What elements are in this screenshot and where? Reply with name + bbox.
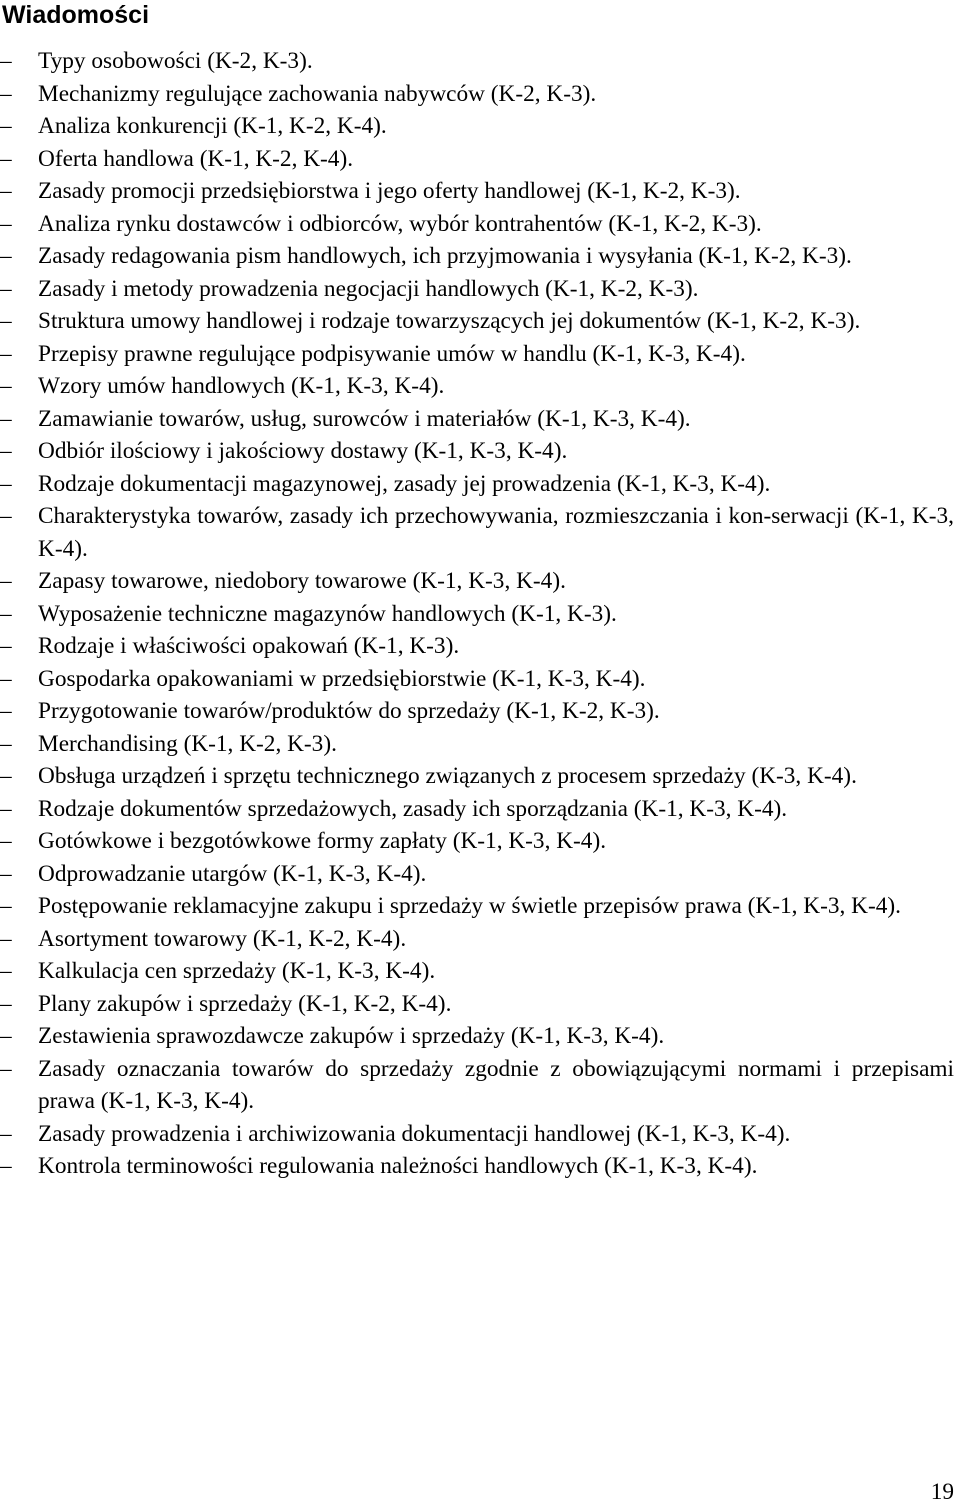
list-item-text: Przygotowanie towarów/produktów do sprzedaży (K-1, K-2, K-3). (38, 698, 660, 724)
list-dash: – (0, 1023, 12, 1049)
list-item (0, 923, 954, 956)
list-item-text: Merchandising (K-1, K-2, K-3). (38, 730, 337, 757)
list-dash: – (0, 568, 12, 594)
list-dash: – (0, 48, 12, 74)
list-item-text: Kontrola terminowości regulowania należności handlowych (K-1, K-3, K-4). (38, 1153, 758, 1179)
list-item-text: Zapasy towarowe, niedobory towarowe (K-1, K-3, K-4). (38, 568, 566, 594)
list-item-text: Gospodarka opakowaniami w przedsiębiorstwie (K-1, K-3, K-4). (38, 665, 646, 692)
list-item (0, 728, 954, 761)
list-item (0, 598, 954, 631)
list-item (0, 793, 954, 826)
list-dash: – (0, 470, 12, 497)
list-dash: – (0, 795, 12, 822)
list-dash: – (0, 730, 12, 757)
list-item (0, 630, 954, 663)
list-item-text: Typy osobowości (K-2, K-3). (38, 48, 313, 74)
list-item (0, 858, 954, 891)
list-item-text: Analiza rynku dostawców i odbiorców, wybór kontrahentów (K-1, K-2, K-3). (38, 210, 762, 237)
list-item-text: Plany zakupów i sprzedaży (K-1, K-2, K-4). (38, 990, 452, 1017)
list-dash: – (0, 308, 12, 334)
list-dash: – (0, 145, 12, 172)
list-item-text: Rodzaje dokumentów sprzedażowych, zasady ich sporządzania (K-1, K-3, K-4). (38, 795, 788, 822)
list-dash: – (0, 373, 12, 399)
list-dash: – (0, 763, 12, 789)
list-item (0, 500, 954, 565)
list-dash: – (0, 275, 12, 302)
list-item-text: Charakterystyka towarów, zasady ich przechowywania, rozmieszczania i kon-serwacji (K-1, K-3, K-4). (38, 503, 954, 562)
list-item (0, 695, 954, 728)
list-item (0, 663, 954, 696)
section-heading: Wiadomości (2, 1, 150, 29)
list-item-text: Zasady i metody prowadzenia negocjacji handlowych (K-1, K-2, K-3). (38, 275, 699, 302)
list-item (0, 273, 954, 306)
list-item-text: Struktura umowy handlowej i rodzaje towarzyszących jej dokumentów (K-1, K-2, K-3). (38, 308, 861, 334)
list-dash: – (0, 210, 12, 237)
list-item (0, 143, 954, 176)
list-item-text: Wyposażenie techniczne magazynów handlowych (K-1, K-3). (38, 600, 617, 627)
list-item (0, 468, 954, 501)
list-item (0, 370, 954, 403)
list-item (0, 760, 954, 793)
list-dash: – (0, 893, 12, 919)
list-item-text: Asortyment towarowy (K-1, K-2, K-4). (38, 925, 407, 952)
list-item (0, 175, 954, 208)
list-dash: – (0, 178, 12, 204)
list-item (0, 338, 954, 371)
list-dash: – (0, 1120, 12, 1147)
list-dash: – (0, 860, 12, 887)
list-item (0, 240, 954, 273)
list-item (0, 208, 954, 241)
list-item (0, 1118, 954, 1151)
list-item (0, 45, 954, 78)
list-item (0, 435, 954, 468)
list-dash: – (0, 438, 12, 464)
list-dash: – (0, 925, 12, 952)
list-item-text: Rodzaje dokumentacji magazynowej, zasady jej prowadzenia (K-1, K-3, K-4). (38, 470, 771, 497)
list-item (0, 565, 954, 598)
list-dash: – (0, 1055, 12, 1082)
list-item-text: Analiza konkurencji (K-1, K-2, K-4). (38, 113, 387, 139)
list-dash: – (0, 340, 12, 367)
list-item (0, 1053, 954, 1118)
list-dash: – (0, 80, 12, 107)
list-item-text: Zasady prowadzenia i archiwizowania dokumentacji handlowej (K-1, K-3, K-4). (38, 1120, 791, 1147)
list-dash: – (0, 990, 12, 1017)
list-item (0, 1020, 954, 1053)
list-item (0, 1150, 954, 1183)
list-item-text: Odbiór ilościowy i jakościowy dostawy (K-1, K-3, K-4). (38, 438, 568, 464)
list-dash: – (0, 698, 12, 724)
list-item-text: Kalkulacja cen sprzedaży (K-1, K-3, K-4). (38, 958, 436, 984)
list-item-text: Obsługa urządzeń i sprzętu technicznego związanych z procesem sprzedaży (K-3, K-4). (38, 763, 857, 789)
list-item (0, 78, 954, 111)
list-dash: – (0, 113, 12, 139)
list-item-text: Zestawienia sprawozdawcze zakupów i sprzedaży (K-1, K-3, K-4). (38, 1023, 665, 1049)
list-item-text: Zasady promocji przedsiębiorstwa i jego oferty handlowej (K-1, K-2, K-3). (38, 178, 741, 204)
list-item-text: Odprowadzanie utargów (K-1, K-3, K-4). (38, 860, 427, 887)
list-item-text: Rodzaje i właściwości opakowań (K-1, K-3). (38, 633, 460, 659)
list-item (0, 305, 954, 338)
list-item-text: Przepisy prawne regulujące podpisywanie umów w handlu (K-1, K-3, K-4). (38, 340, 746, 367)
list-dash: – (0, 828, 12, 854)
list-item-text: Mechanizmy regulujące zachowania nabywców (K-2, K-3). (38, 80, 597, 107)
list-dash: – (0, 503, 12, 529)
list-item (0, 988, 954, 1021)
list-dash: – (0, 405, 12, 432)
knowledge-list (0, 45, 954, 1183)
list-item-text: Zasady redagowania pism handlowych, ich przyjmowania i wysyłania (K-1, K-2, K-3). (38, 243, 852, 269)
list-dash: – (0, 665, 12, 692)
list-dash: – (0, 1153, 12, 1179)
list-dash: – (0, 243, 12, 269)
list-dash: – (0, 600, 12, 627)
list-item-text: Zasady oznaczania towarów do sprzedaży zgodnie z obowiązującymi normami i przepisami prawa (K-1, K-3, K-4). (38, 1055, 954, 1114)
list-dash: – (0, 958, 12, 984)
page-number: 19 (930, 1479, 954, 1505)
list-dash: – (0, 633, 12, 659)
list-item (0, 825, 954, 858)
list-item (0, 955, 954, 988)
list-item-text: Oferta handlowa (K-1, K-2, K-4). (38, 145, 354, 172)
list-item (0, 403, 954, 436)
list-item (0, 890, 954, 923)
list-item-text: Wzory umów handlowych (K-1, K-3, K-4). (38, 373, 445, 399)
list-item-text: Postępowanie reklamacyjne zakupu i sprzedaży w świetle przepisów prawa (K-1, K-3, K-4). (38, 893, 901, 919)
list-item (0, 110, 954, 143)
list-item-text: Gotówkowe i bezgotówkowe formy zapłaty (K-1, K-3, K-4). (38, 828, 607, 854)
list-item-text: Zamawianie towarów, usług, surowców i materiałów (K-1, K-3, K-4). (38, 405, 691, 432)
